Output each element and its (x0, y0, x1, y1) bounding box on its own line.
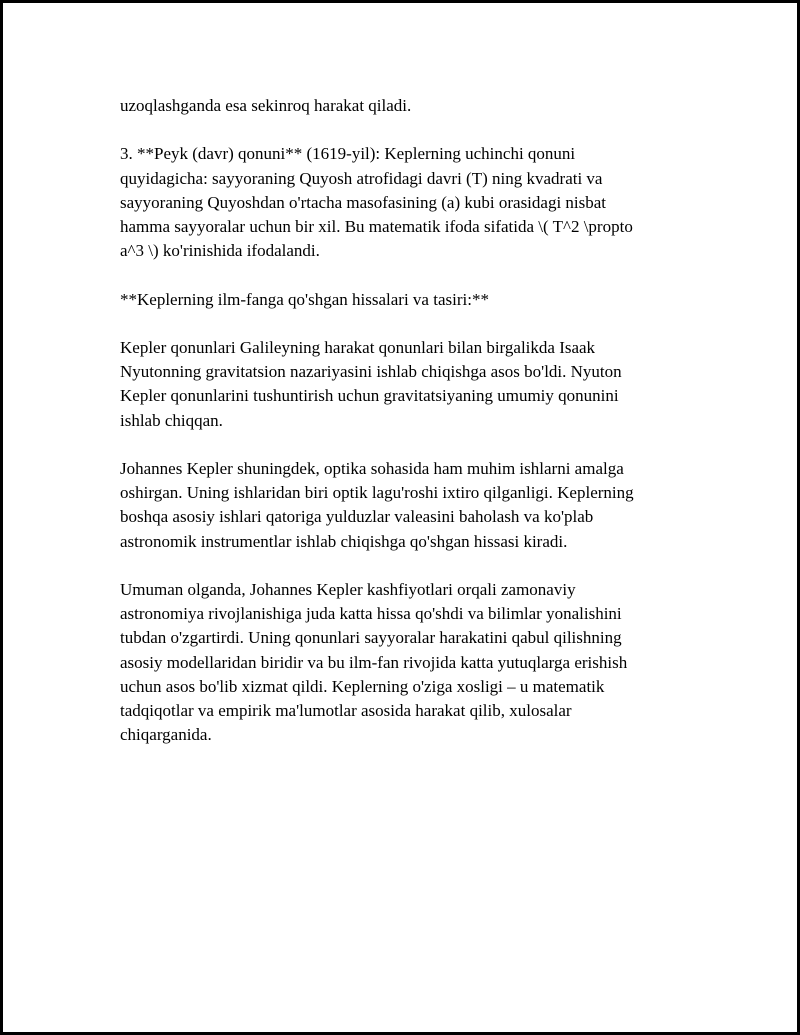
section-heading-contributions: **Keplerning ilm-fanga qo'shgan hissalari va tasiri:** (120, 289, 489, 309)
paragraph-optics-work: Johannes Kepler shuningdek, optika sohasida ham muhim ishlarni amalga oshirgan. Uning ishlaridan biri optik lagu'roshi ixtiro qilganligi. Keplerning boshqa asosiy ishlari qatoriga yulduzlar valeasini baholash va ko'plab astronomik instrumentlar ishlab chiqishga qo'shgan hissasi kiradi. (120, 458, 634, 551)
paragraph-conclusion: Umuman olganda, Johannes Kepler kashfiyotlari orqali zamonaviy astronomiya rivojlanishiga juda katta hissa qo'shdi va bilimlar yonalishini tubdan o'zgartirdi. Uning qonunlari sayyoralar harakatini qabul qilishning asosiy modellaridan biridir va bu ilm-fan rivojida katta yutuqlarga erishish uchun asos bo'lib xizmat qildi. Keplerning o'ziga xosligi – u matematik tadqiqotlar va empirik ma'lumotlar asosida harakat qilib, xulosalar chiqarganida. (120, 579, 628, 745)
paragraph-continuation: uzoqlashganda esa sekinroq harakat qiladi. (120, 96, 412, 115)
paragraph-newton-influence: Kepler qonunlari Galileyning harakat qonunlari bilan birgalikda Isaak Nyutonning gravitatsion nazariyasini ishlab chiqishga asos bo'ldi. Nyuton Kepler qonunlarini tushuntirish uchun gravitatsiyaning umumiy qonunini ishlab chiqqan. (120, 337, 622, 430)
paragraph-third-law: 3. **Peyk (davr) qonuni** (1619-yil): Keplerning uchinchi qonuni quyidagicha: sayyoraning Quyosh atrofidagi davri (T) ning kvadrati va sayyoraning Quyoshdan o'rtacha masofasining (a) kubi orasidagi nisbat hamma sayyoralar uchun bir xil. Bu matematik ifoda sifatida \( T^2 \propto a^3 \) ko'rinishida ifodalandi. (120, 144, 633, 261)
document-body (120, 94, 682, 747)
